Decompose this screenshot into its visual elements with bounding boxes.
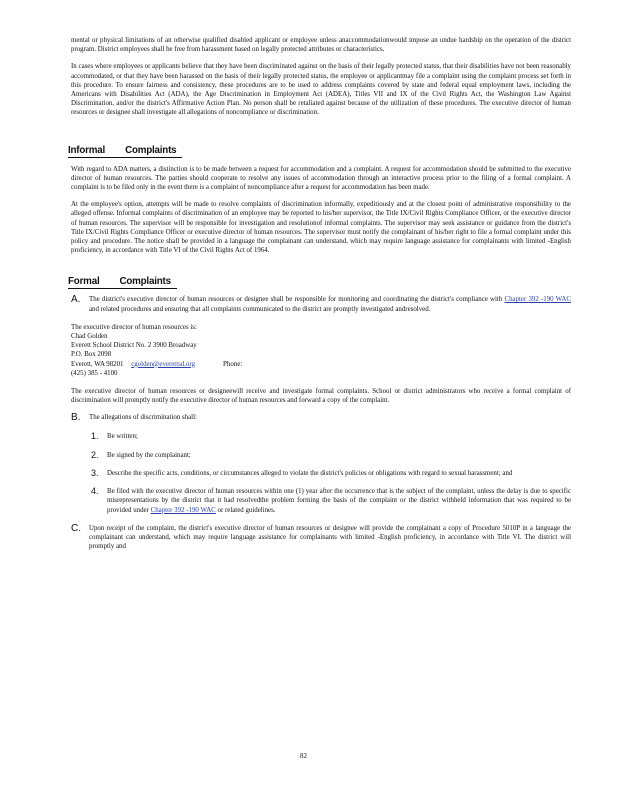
- chapter-392-190-wac-link-2[interactable]: Chapter 392 -190 WAC: [150, 506, 216, 514]
- informal-paragraph-1: With regard to ADA matters, a distinction is to be made between a request for accommodation and a complaint. A request for accommodation should be submitted to the executive director of human resources. The parties should cooperate to resolve any issues of accommodation through an interactive process prior to the filing of a formal complaint. A complaint is to be filed only in the event there is a complaint of noncompliance after a request for accommodation has been made.: [71, 165, 571, 192]
- page-number: 82: [300, 752, 307, 760]
- heading-word-2: Complaints: [125, 144, 177, 156]
- list-item: [91, 487, 571, 515]
- list-item: [91, 451, 571, 460]
- heading-word-1: Formal: [68, 276, 100, 288]
- section-c-marker: C.: [71, 522, 81, 534]
- heading-word-1: Informal: [68, 144, 106, 156]
- document-page: [68, 36, 571, 551]
- list-item-marker: 1.: [91, 431, 99, 442]
- list-item: [91, 469, 571, 478]
- section-c-text: Upon receipt of the complaint, the district's executive director of human resources or designee will provide the complainant a copy of Procedure 5010P in a language the complainant can understand, which may require language assistance for complainants with limited -English proficiency, in accordance with Title VI. The district will promptly and: [89, 524, 571, 551]
- contact-city-line: Everett, WA 98201 cgolden@everettsd.org Phone:: [71, 360, 243, 368]
- informal-complaints-heading: [68, 140, 571, 158]
- list-item-marker: 3.: [91, 467, 99, 478]
- section-a-marker: A.: [71, 294, 81, 306]
- formal-complaints-heading: [68, 271, 571, 289]
- contact-name: Chad Golden: [71, 333, 108, 341]
- intro-paragraph-1: mental or physical limitations of an otherwise qualified disabled applicant or employee unless anaccommodationwould impose an undue hardship on the operation of the district program. District employees shall be free from harassment based on legally protected attributes or characteristics.: [71, 37, 571, 54]
- section-a-text: The district's executive director of human resources or designee shall be responsible for monitoring and coordinating the district's compliance with Chapter 392 -190 WAC and related procedures and ensuring that all complaints communicated to the district are promptly investigated andresolved.: [89, 296, 571, 313]
- list-item-text: Describe the specific acts, conditions, or circumstances alleged to violate the district's policies or obligations with regard to sexual harassment; and: [107, 469, 513, 477]
- section-b-text: The allegations of discrimination shall:: [89, 414, 197, 422]
- list-item-marker: 2.: [91, 449, 99, 460]
- list-item: [91, 432, 571, 441]
- list-item-text: Be signed by the complainant;: [107, 451, 191, 459]
- list-item-marker: 4.: [91, 486, 99, 497]
- contact-block: [71, 323, 571, 378]
- informal-paragraph-2: At the employee's option, attempts will be made to resolve complaints of discrimination informally, expeditiously and at the closest point of administrative responsibility to the alleged offense. Informal complaints of discrimination of an employee may be reported to his/her supervisor, the Title IX/Civil Rights Compliance Officer, or the executive director of human resources. The supervisor will be responsible for investigation and resolutionof informal complaints. The supervisor may seek assistance or guidance from the district's Title IX/Civil Rights Compliance Officer or executive director of human resources. The supervisor must notify the complainant of his/her right to file a formal complaint under this policy and procedure. The notice shall be provided in a language the complainant can understand, which may require language assistance for complainants with limited -English proficiency, in accordance with Title VI of the Civil Rights Act of 1964.: [71, 201, 571, 255]
- list-item-text: Be filed with the executive director of human resources within one (1) year after the occurrence that is the subject of the complaint, unless the delay is due to specific misrepresentations by the district that it had resolvedthe problem forming the basis of the complaint or the district withheld information that was required to be provided under Chapter 392 -190 WAC or related guidelines.: [107, 488, 571, 514]
- email-link[interactable]: cgolden@everettsd.org: [131, 360, 196, 368]
- section-a: [71, 295, 571, 313]
- intro-paragraph-2: In cases where employees or applicants believe that they have been discriminated against on the basis of their legally protected status, that their disabilities have not been reasonably accommodated, or that they have been harassed on the basis of their legally protected status, the employee or applicantmay file a complaint using the complaint process set forth in this procedure. To ensure fairness and consistency, these procedures are to be used to address complaints covered by state and federal equal employment laws, including the Americans with Disabilities Act (ADA), the Age Discrimination in Employment Act (ADEA), Titles VII and IX of the Civil Rights Act, the Washington Law Against Discrimination, and/or the district's Affirmative Action Plan. No person shall be retaliated against because of the utilization of these procedures. The executive director of human resources or designee shall investigate all allegations of noncompliance or discrimination.: [71, 63, 571, 117]
- formal-receive-paragraph: The executive director of human resources or designeewill receive and investigate formal complaints. School or district administrators who receive a formal complaint of discrimination will promptly notify the executive director of human resources and forward a copy of the complaint.: [71, 388, 571, 405]
- contact-phone: (425) 385 - 4100: [71, 369, 118, 377]
- contact-address-line-2: P.O. Box 2098: [71, 351, 112, 359]
- list-item-text: Be written;: [107, 433, 138, 441]
- heading-word-2: Complaints: [119, 276, 171, 288]
- chapter-392-190-wac-link[interactable]: Chapter 392 -190 WAC: [504, 296, 571, 304]
- section-c: [71, 524, 571, 552]
- section-b-marker: B.: [71, 412, 81, 424]
- contact-address-line-1: Everett School District No. 2 3900 Broadway: [71, 342, 197, 350]
- section-b: [71, 413, 571, 423]
- contact-intro: The executive director of human resources is:: [71, 323, 197, 331]
